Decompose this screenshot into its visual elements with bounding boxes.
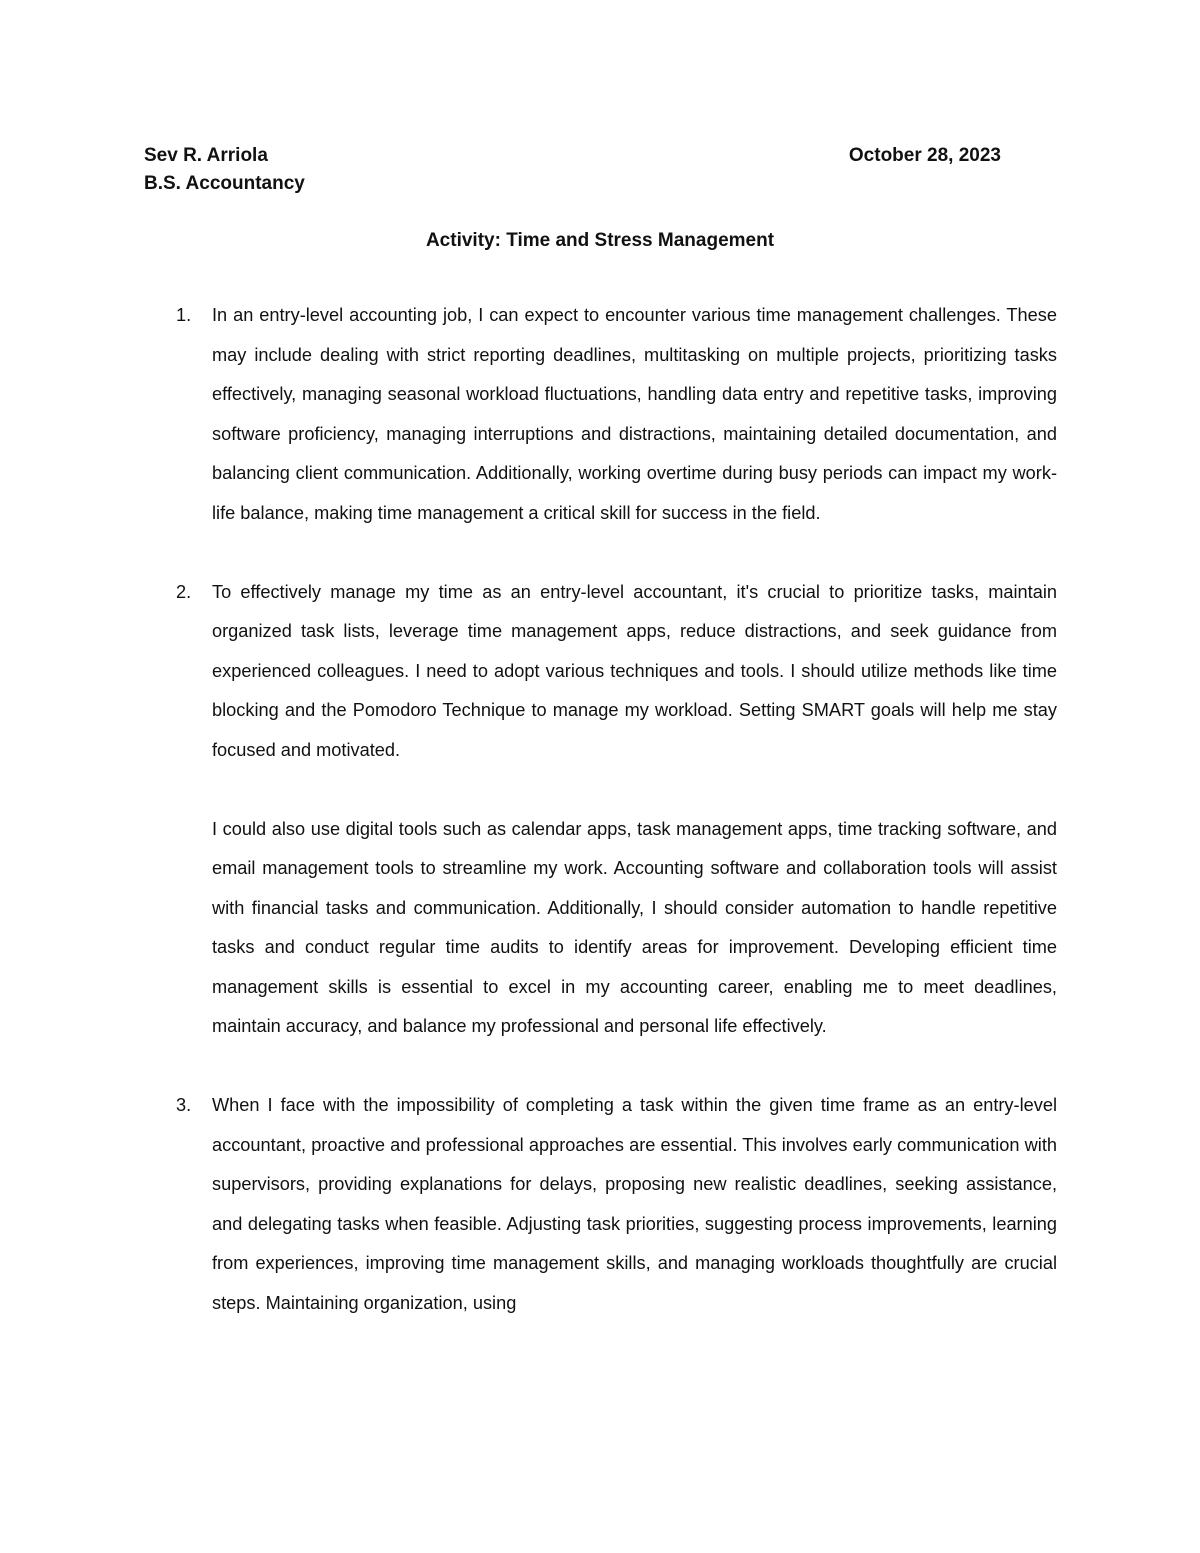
item-paragraph: I could also use digital tools such as calendar apps, task management apps, time tracking software, and email management tools to streamline my work. Accounting software and collaboration tools will assist with financial tasks and communication. Additionally, I should consider automation to handle repetitive tasks and conduct regular time audits to identify areas for improvement. Developing efficient time management skills is essential to excel in my accounting career, enabling me to meet deadlines, maintain accuracy, and balance my professional and personal life effectively. [212, 818, 1057, 1036]
document-date: October 28, 2023 [848, 145, 1001, 166]
answer-list [144, 296, 1057, 1363]
item-number: 1. [176, 305, 192, 325]
author-block [144, 142, 305, 198]
list-item-2 [144, 573, 1057, 1047]
item-paragraph: To effectively manage my time as an entry-level accountant, it's crucial to prioritize tasks, maintain organized task lists, leverage time management apps, reduce distractions, and seek guidance from experienced colleagues. I need to adopt various techniques and tools. I should utilize methods like time blocking and the Pomodoro Technique to manage my workload. Setting SMART goals will help me stay focused and motivated. [212, 581, 1057, 760]
list-item-3 [144, 1086, 1057, 1323]
item-number: 2. [176, 581, 192, 602]
list-item-1 [144, 296, 1057, 533]
author-name: Sev R. Arriola [144, 145, 268, 166]
item-paragraph: When I face with the impossibility of completing a task within the given time frame as an entry-level accountant, proactive and professional approaches are essential. This involves early communication with supervisors, providing explanations for delays, proposing new realistic deadlines, seeking assistance, and delegating tasks when feasible. Adjusting task priorities, suggesting process improvements, learning from experiences, improving time management skills, and managing workloads thoughtfully are crucial steps. Maintaining organization, using [212, 1095, 1057, 1313]
item-number: 3. [176, 1095, 192, 1115]
author-program: B.S. Accountancy [144, 173, 305, 194]
item-paragraph: In an entry-level accounting job, I can expect to encounter various time management challenges. These may include dealing with strict reporting deadlines, multitasking on multiple projects, prioritizing tasks effectively, managing seasonal workload fluctuations, handling data entry and repetitive tasks, improving software proficiency, managing interruptions and distractions, maintaining detailed documentation, and balancing client communication. Additionally, working overtime during busy periods can impact my work-life balance, making time management a critical skill for success in the field. [212, 305, 1057, 523]
document-title: Activity: Time and Stress Management [425, 230, 775, 251]
